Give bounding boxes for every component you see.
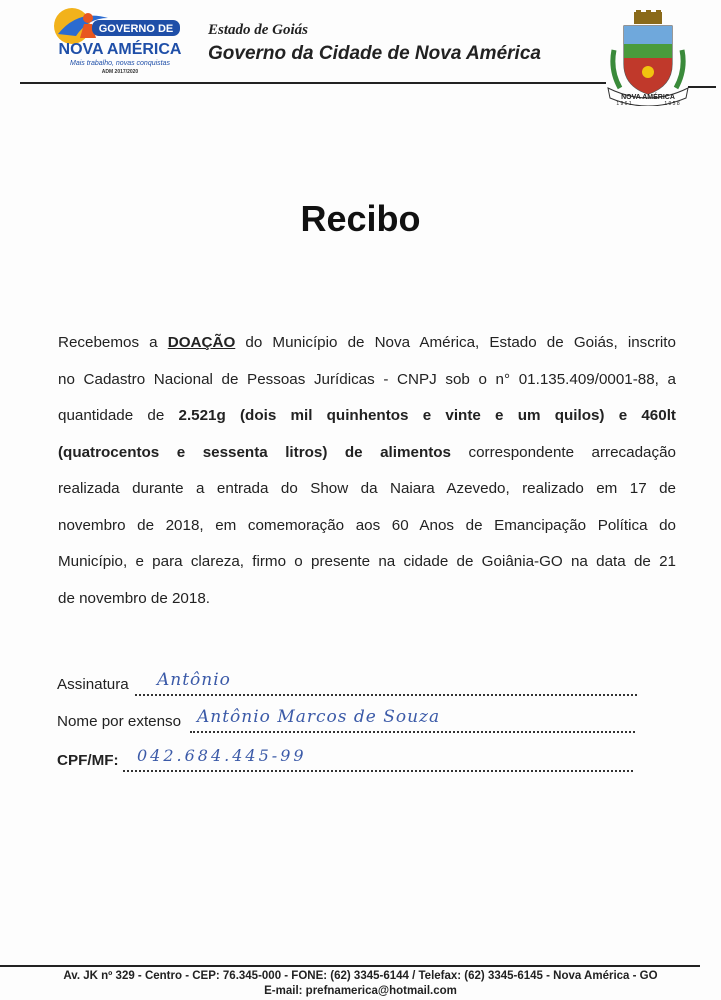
full-name-handwriting: Antônio Marcos de Souza bbox=[197, 707, 441, 727]
full-name-label: Nome por extenso bbox=[57, 713, 182, 730]
header-rule bbox=[20, 82, 606, 84]
body-line: Município, e para clareza, firmo o presente na cidade de Goiânia-GO na data de 21 bbox=[58, 553, 676, 570]
cpf-label: CPF/MF: bbox=[57, 752, 119, 769]
logo-slogan: Mais trabalho, novas conquistas bbox=[70, 60, 170, 67]
footer-rule bbox=[0, 965, 700, 967]
crest-label: NOVA AMÉRICA bbox=[621, 94, 675, 101]
logo-top-text: GOVERNO DE bbox=[98, 23, 174, 35]
page-title: Recibo bbox=[300, 198, 421, 239]
cpf-handwriting: 042.684.445-99 bbox=[137, 746, 307, 765]
body-line: novembro de 2018, em comemoração aos 60 Anos de Emancipação Política do bbox=[58, 516, 676, 534]
body-line: no Cadastro Nacional de Pessoas Jurídicas - CNPJ sob o n° 01.135.409/0001-88, a bbox=[58, 370, 676, 388]
signature-row bbox=[57, 670, 637, 698]
state-name: Estado de Goiás bbox=[208, 22, 309, 38]
logo-main-text: NOVA AMÉRICA bbox=[58, 41, 182, 58]
footer-address: Av. JK nº 329 - Centro - CEP: 76.345-000 - FONE: (62) 3345-6144 / Telefax: (62) 3345-6145 - Nova América - GO bbox=[63, 970, 658, 982]
quantity-bold: 2.521g (dois mil quinhentos e vinte e um quilos) e 460lt bbox=[178, 407, 676, 424]
receipt-body bbox=[58, 325, 676, 617]
crest-date-right: 1 9 5 8 bbox=[664, 101, 680, 106]
municipal-crest bbox=[606, 10, 690, 106]
body-line: de novembro de 2018. bbox=[58, 589, 210, 607]
crest-date-left: 1 9 6 1 bbox=[616, 101, 632, 106]
header-rule-right bbox=[688, 86, 716, 88]
body-line: quantidade de 2.521g (dois mil quinhentos e vinte e um quilos) e 460lt bbox=[58, 407, 676, 424]
cpf-row bbox=[57, 746, 637, 774]
footer bbox=[0, 969, 721, 999]
body-line: (quatrocentos e sessenta litros) de alimentos correspondente arrecadação bbox=[58, 443, 676, 461]
signature-label: Assinatura bbox=[57, 676, 129, 693]
body-line: realizada durante a entrada do Show da Naiara Azevedo, realizado em 17 de bbox=[58, 480, 676, 497]
governo-nova-america-logo bbox=[48, 4, 188, 76]
quantity-bold-cont: (quatrocentos e sessenta litros) de alimentos bbox=[58, 443, 452, 461]
full-name-row bbox=[57, 707, 637, 735]
donation-keyword: DOAÇÃO bbox=[167, 334, 236, 351]
signature-handwriting: Antônio bbox=[157, 670, 231, 690]
header-text bbox=[208, 22, 541, 65]
body-line: Recebemos a DOAÇÃO do Município de Nova América, Estado de Goiás, inscrito bbox=[58, 334, 676, 351]
footer-email: E-mail: prefnamerica@hotmail.com bbox=[264, 985, 457, 997]
government-name: Governo da Cidade de Nova América bbox=[208, 43, 541, 64]
logo-adm: ADM 2017/2020 bbox=[101, 69, 139, 75]
